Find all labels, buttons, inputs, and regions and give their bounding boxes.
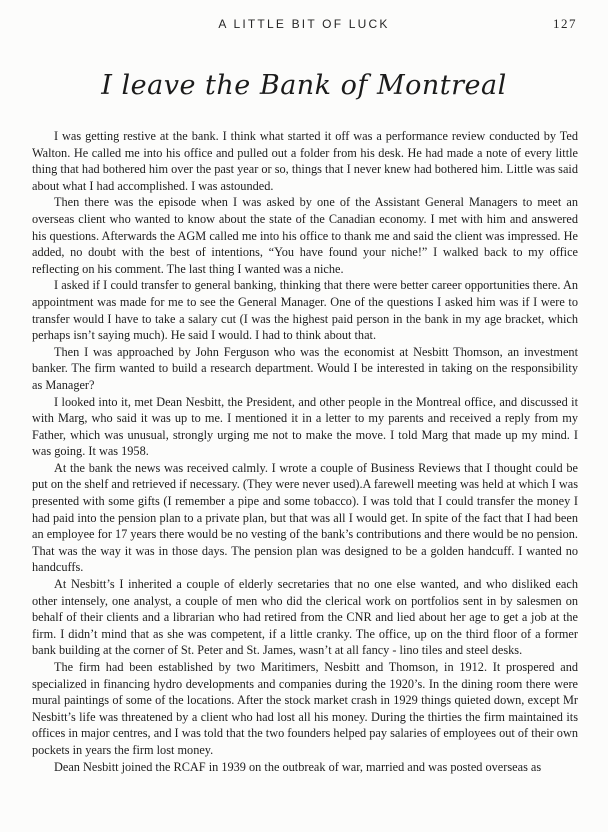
paragraph-9: Dean Nesbitt joined the RCAF in 1939 on the outbreak of war, married and was posted overseas as xyxy=(54,759,542,774)
running-header-title: A LITTLE BIT OF LUCK xyxy=(218,17,390,31)
paragraph-8: The firm had been established by two Maritimers, Nesbitt and Thomson, in 1912. It prospered and specialized in financing hydro developments and companies during the 1920’s. In the dining room there were mural paintings of some of the locations. After the stock market crash in 1929 things quieted down, except Mr Nesbitt’s life was threatened by a client who had lost all his money. During the thirties the firm maintained its offices in major centres, and I was told that the two founders helped pay salaries of employees out of their own pockets in years the firm lost money. xyxy=(32,660,578,757)
paragraph-2: Then there was the episode when I was asked by one of the Assistant General Managers to meet an overseas client who wanted to know about the state of the Canadian economy. I met with him and answered his questions. Afterwards the AGM called me into his office to thank me and said the client was impressed. He added, no doubt with the best of intentions, “You have found your niche!” I walked back to my office reflecting on his comment. The last thing I wanted was a niche. xyxy=(32,195,578,276)
running-header xyxy=(0,15,608,33)
page-number: 127 xyxy=(553,16,577,31)
body-text xyxy=(32,128,578,775)
chapter-title: I leave the Bank of Montreal xyxy=(101,70,507,101)
paragraph-1: I was getting restive at the bank. I think what started it off was a performance review conducted by Ted Walton. He called me into his office and pulled out a folder from his desk. He had made a note of every little thing that had bothered him over the past year or so, things that I never knew had bothered him. Little was said about what I had accomplished. I was astounded. xyxy=(32,129,578,193)
paragraph-6: At the bank the news was received calmly. I wrote a couple of Business Reviews that I thought could be put on the shelf and retrieved if necessary. (They were never used).A farewell meeting was held at which I was presented with some gifts (I remember a pipe and some tobacco). I was told that I could transfer the money I had paid into the pension plan to a private plan, but that was all I would get. In spite of the fact that I had been an employee for 17 years there would be no vesting of the bank’s contributions and there would be no pension. That was the way it was in those days. The pension plan was designed to be a golden handcuff. I wanted no handcuffs. xyxy=(32,460,578,575)
paragraph-7: At Nesbitt’s I inherited a couple of elderly secretaries that no one else wanted, and who disliked each other intensely, one analyst, a couple of men who did the clerical work on portfolios sent in by salesmen on behalf of their clients and a librarian who had retired from the CNR and lied about her age to get a job at the firm. I didn’t mind that as she was competent, if a little cranky. The office, up on the third floor of a former bank building at the corner of St. Peter and St. James, wasn’t at all fancy - lino tiles and steel desks. xyxy=(32,577,578,658)
paragraph-3: I asked if I could transfer to general banking, thinking that there were better career opportunities there. An appointment was made for me to see the General Manager. One of the questions I asked him was if I were to transfer would I have to take a salary cut (I was the highest paid person in the bank in my age bracket, which perhaps isn’t saying much). He said I would. I had to think about that. xyxy=(32,278,578,343)
paragraph-4: Then I was approached by John Ferguson who was the economist at Nesbitt Thomson, an investment banker. The firm wanted to build a research department. Would I be interested in taking on the responsibility as Manager? xyxy=(32,344,578,392)
paragraph-5: I looked into it, met Dean Nesbitt, the President, and other people in the Montreal office, and discussed it with Marg, who said it was up to me. I mentioned it in a letter to my parents and received a reply from my Father, which was unusual, strongly urging me not to make the move. I told Marg that made up my mind. I was going. It was 1958. xyxy=(32,394,578,459)
